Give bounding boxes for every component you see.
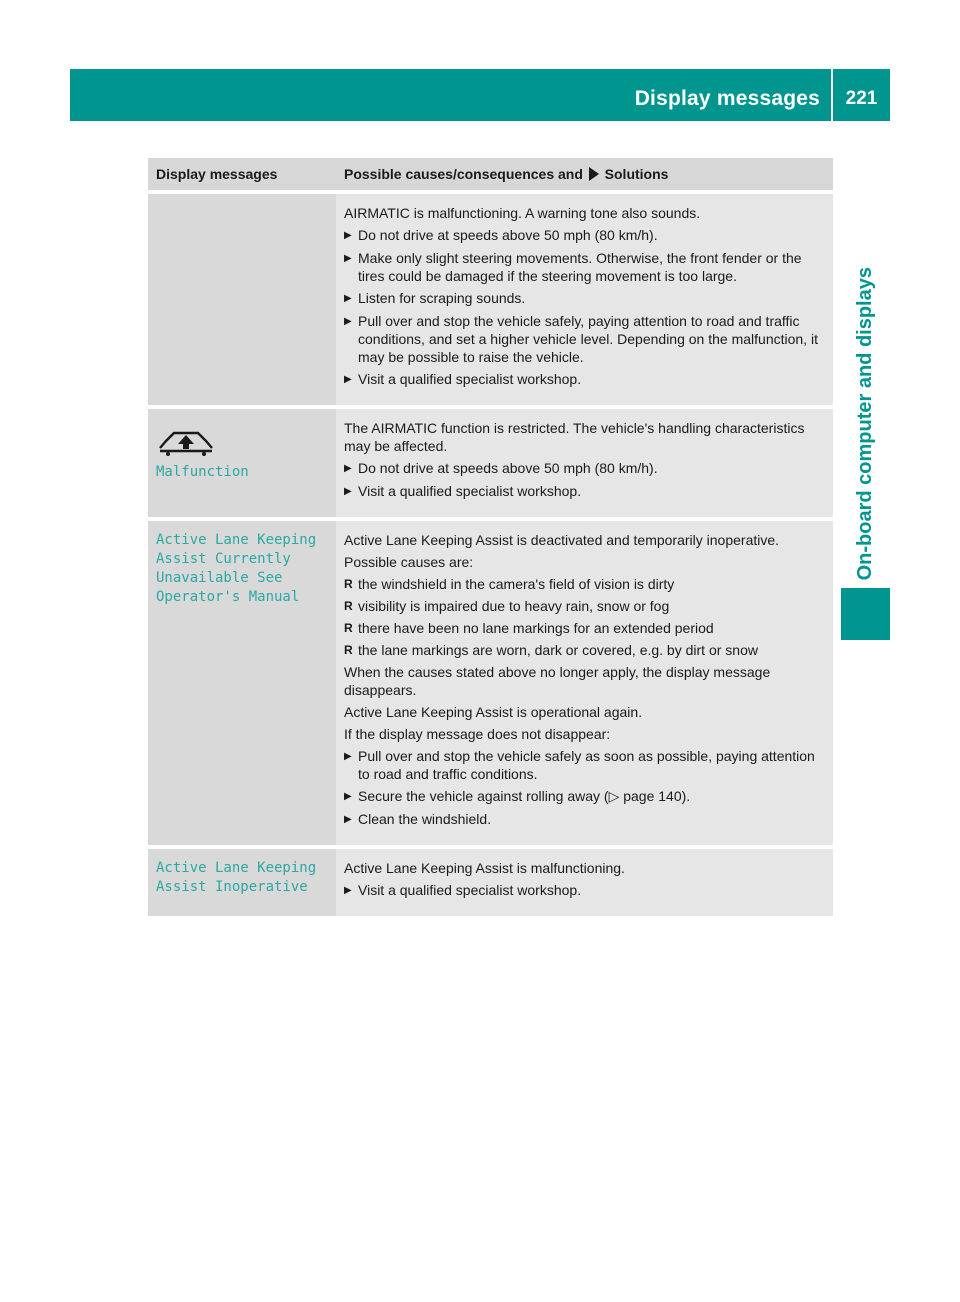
display-message-text: Active Lane Keeping Assist Currently Unavailable See Operator's Manual xyxy=(156,532,317,605)
solution-cell xyxy=(336,409,833,517)
section-title: Display messages xyxy=(634,87,820,110)
action-text: Do not drive at speeds above 50 mph (80 km/h). xyxy=(358,227,658,243)
arrow-right-icon: ▶ xyxy=(344,791,352,802)
paragraph: AIRMATIC is malfunctioning. A warning tone also sounds. xyxy=(344,205,701,221)
action-text: Secure the vehicle against rolling away (▷ page 140). xyxy=(358,788,691,804)
table-header-row xyxy=(148,158,833,190)
action-step xyxy=(344,459,825,478)
solution-cell xyxy=(336,849,833,916)
action-step xyxy=(344,289,825,308)
message-cell xyxy=(148,409,336,517)
action-text: Pull over and stop the vehicle safely, paying attention to road and traffic conditions, and set a higher vehicle level. Depending on the malfunction, it may be possible to raise the vehicle. xyxy=(358,313,818,365)
chapter-title: On-board computer and displays xyxy=(854,266,876,580)
message-cell xyxy=(148,849,336,916)
bullet-text: there have been no lane markings for an extended period xyxy=(358,620,714,636)
paragraph: Active Lane Keeping Assist is deactivated and temporarily inoperative. xyxy=(344,532,780,548)
table-row xyxy=(148,521,833,845)
action-text: Do not drive at speeds above 50 mph (80 km/h). xyxy=(358,460,658,476)
page-header xyxy=(70,69,890,121)
action-text: Listen for scraping sounds. xyxy=(358,290,526,306)
action-step xyxy=(344,747,825,783)
action-step xyxy=(344,312,825,366)
display-message-text: Malfunction xyxy=(156,464,249,480)
table-row xyxy=(148,194,833,405)
paragraph: Possible causes are: xyxy=(344,554,474,570)
page-number: 221 xyxy=(845,88,878,109)
bullet-item xyxy=(344,597,825,615)
bullet-item xyxy=(344,619,825,637)
action-text: Clean the windshield. xyxy=(358,811,492,827)
solution-cell xyxy=(336,521,833,845)
action-text: Make only slight steering movements. Otherwise, the front fender or the tires could be damaged if the steering movement is too large. xyxy=(358,250,802,284)
bullet-item xyxy=(344,575,825,593)
table-row xyxy=(148,849,833,916)
action-step xyxy=(344,787,825,806)
arrow-right-icon: ▶ xyxy=(344,253,352,264)
chapter-side-label xyxy=(841,130,890,580)
arrow-right-icon xyxy=(589,167,599,181)
arrow-right-icon: ▶ xyxy=(344,374,352,385)
arrow-right-icon: ▶ xyxy=(344,885,352,896)
arrow-right-icon: ▶ xyxy=(344,230,352,241)
action-step xyxy=(344,881,825,900)
solution-cell xyxy=(336,194,833,405)
vehicle-level-icon xyxy=(156,421,216,457)
arrow-right-icon: ▶ xyxy=(344,814,352,825)
bullet-icon: R xyxy=(344,643,353,657)
message-cell xyxy=(148,521,336,845)
arrow-right-icon: ▶ xyxy=(344,751,352,762)
action-step xyxy=(344,482,825,501)
action-text: Visit a qualified specialist workshop. xyxy=(358,483,582,499)
chapter-tab-marker xyxy=(841,588,890,640)
action-text: Visit a qualified specialist workshop. xyxy=(358,882,582,898)
action-step xyxy=(344,249,825,285)
action-text: Pull over and stop the vehicle safely as soon as possible, paying attention to road and traffic conditions. xyxy=(358,748,815,782)
bullet-icon: R xyxy=(344,599,353,613)
bullet-text: the lane markings are worn, dark or covered, e.g. by dirt or snow xyxy=(358,642,758,658)
column-header-solutions: Possible causes/consequences and Solutions xyxy=(336,158,833,190)
bullet-icon: R xyxy=(344,577,353,591)
arrow-right-icon: ▶ xyxy=(344,316,352,327)
paragraph: When the causes stated above no longer apply, the display message disappears. xyxy=(344,664,771,698)
paragraph: Active Lane Keeping Assist is operational again. xyxy=(344,704,643,720)
paragraph: Active Lane Keeping Assist is malfunctioning. xyxy=(344,860,625,876)
bullet-text: the windshield in the camera's field of vision is dirty xyxy=(358,576,675,592)
action-step xyxy=(344,226,825,245)
table-row xyxy=(148,409,833,517)
column-header-messages: Display messages xyxy=(148,158,336,190)
arrow-right-icon: ▶ xyxy=(344,463,352,474)
paragraph: The AIRMATIC function is restricted. The vehicle's handling characteristics may be affected. xyxy=(344,420,805,454)
message-cell xyxy=(148,194,336,405)
arrow-right-icon: ▶ xyxy=(344,486,352,497)
action-text: Visit a qualified specialist workshop. xyxy=(358,371,582,387)
display-message-text: Active Lane Keeping Assist Inoperative xyxy=(156,860,317,895)
arrow-right-icon: ▶ xyxy=(344,293,352,304)
action-step xyxy=(344,810,825,829)
paragraph: If the display message does not disappear: xyxy=(344,726,611,742)
bullet-text: visibility is impaired due to heavy rain, snow or fog xyxy=(358,598,670,614)
bullet-item xyxy=(344,641,825,659)
action-step xyxy=(344,370,825,389)
bullet-icon: R xyxy=(344,621,353,635)
display-messages-table xyxy=(148,154,833,920)
